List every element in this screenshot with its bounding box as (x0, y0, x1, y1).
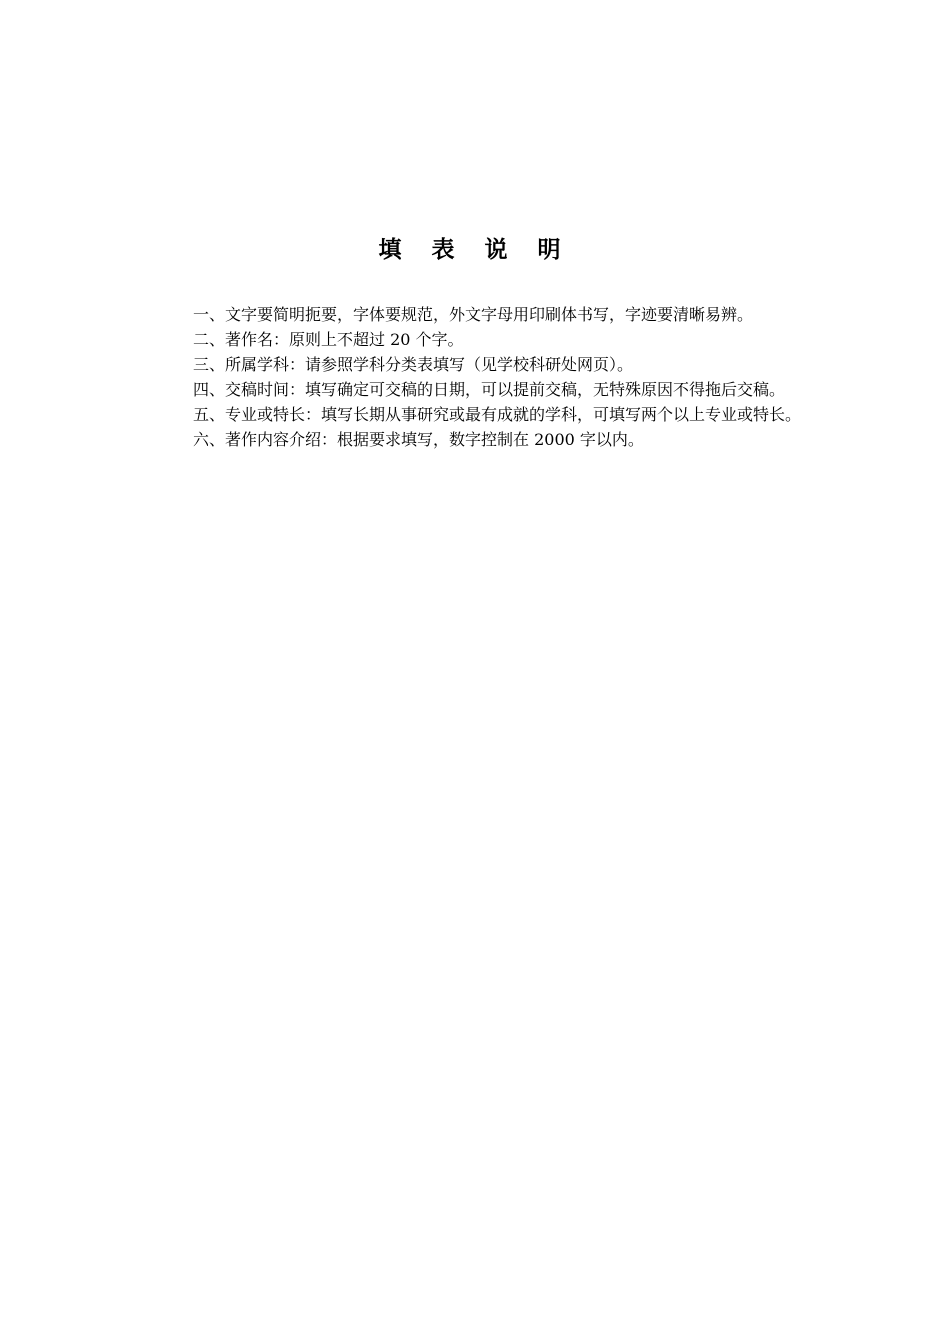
instructions-body (145, 302, 805, 452)
instruction-item-6: 六、著作内容介绍：根据要求填写，数字控制在 2000 字以内。 (193, 430, 644, 449)
instruction-item-1: 一、文字要简明扼要，字体要规范，外文字母用印刷体书写，字迹要清晰易辨。 (193, 305, 754, 324)
instruction-item-4: 四、交稿时间：填写确定可交稿的日期，可以提前交稿，无特殊原因不得拖后交稿。 (193, 380, 786, 399)
instruction-item-2: 二、著作名：原则上不超过 20 个字。 (193, 330, 464, 349)
page-title: 填 表 说 明 (378, 237, 572, 263)
instruction-item-5: 五、专业或特长：填写长期从事研究或最有成就的学科，可填写两个以上专业或特长。 (193, 405, 802, 424)
instruction-item-3: 三、所属学科：请参照学科分类表填写（见学校科研处网页）。 (193, 355, 634, 374)
